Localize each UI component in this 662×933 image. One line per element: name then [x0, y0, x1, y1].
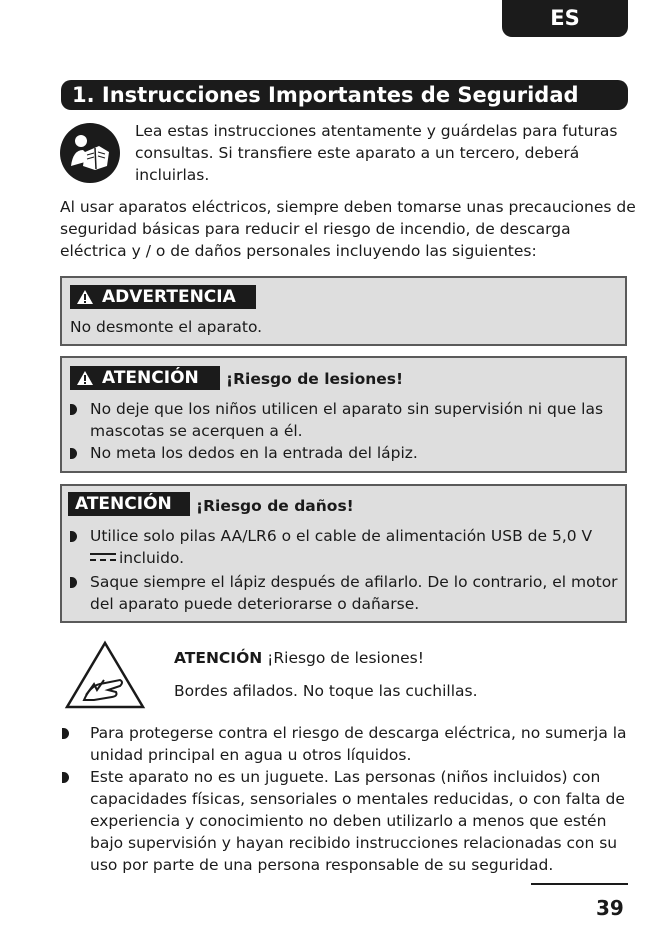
language-tab: ES [502, 0, 628, 37]
list-item: Saque siempre el lápiz después de afilarlo. De lo contrario, el motor del aparato puede deteriorarse o dañarse. [62, 571, 622, 615]
warning-box [60, 276, 627, 346]
list-item: Este aparato no es un juguete. Las personas (niños incluidos) con capacidades físicas, sensoriales o mentales reducidas, o con falta de experiencia y conocimiento no deben utilizarlo a menos que estén bajo supervisión y hayan recibido instrucciones relacionadas con su uso por parte de una persona responsable de su seguridad. [58, 766, 633, 876]
warning-triangle-icon [76, 289, 94, 305]
caution-injury-list [62, 398, 622, 464]
intro-text: Lea estas instrucciones atentamente y guárdelas para futuras consultas. Si transfiere este aparato a un tercero, deberá incluirlas. [135, 122, 618, 184]
warning-label-text: ADVERTENCIA [102, 287, 236, 307]
blade-caution-text: Bordes afilados. No toque las cuchillas. [174, 682, 478, 700]
caution-damage-box [60, 484, 627, 623]
list-item: Utilice solo pilas AA/LR6 o el cable de alimentación USB de 5,0 V incluido. [62, 525, 622, 569]
caution-injury-box [60, 356, 627, 473]
caution-label: ATENCIÓN [68, 492, 190, 516]
caution-heading: ¡Riesgo de lesiones! [226, 370, 404, 388]
warning-label [70, 285, 256, 309]
direct-current-symbol-icon [90, 552, 116, 562]
section-title: 1. Instrucciones Importantes de Seguridad [61, 80, 628, 110]
warning-text: No desmonte el aparato. [70, 318, 263, 336]
footer-rule [531, 883, 628, 885]
read-manual-icon [59, 122, 121, 184]
sharp-blade-warning-icon [64, 640, 146, 710]
caution-label [70, 366, 220, 390]
body-text: Al usar aparatos eléctricos, siempre deben tomarse unas precauciones de seguridad básicas para reducir el riesgo de incendio, de descarga eléctrica y / o de daños personales incluyendo las siguientes: [60, 198, 636, 260]
caution-heading: ¡Riesgo de daños! [196, 497, 354, 515]
list-item: No meta los dedos en la entrada del lápiz. [62, 442, 622, 464]
blade-caution-heading: ATENCIÓN ¡Riesgo de lesiones! [174, 649, 424, 667]
list-item: No deje que los niños utilicen el aparato sin supervisión ni que las mascotas se acerquen a él. [62, 398, 622, 442]
warning-triangle-icon [76, 370, 94, 386]
page-number: 39 [596, 896, 624, 920]
list-item: Para protegerse contra el riesgo de descarga eléctrica, no sumerja la unidad principal en agua u otros líquidos. [58, 722, 633, 766]
caution-label-text: ATENCIÓN [102, 368, 199, 388]
caution-damage-list [62, 525, 622, 615]
safety-list [58, 722, 633, 876]
